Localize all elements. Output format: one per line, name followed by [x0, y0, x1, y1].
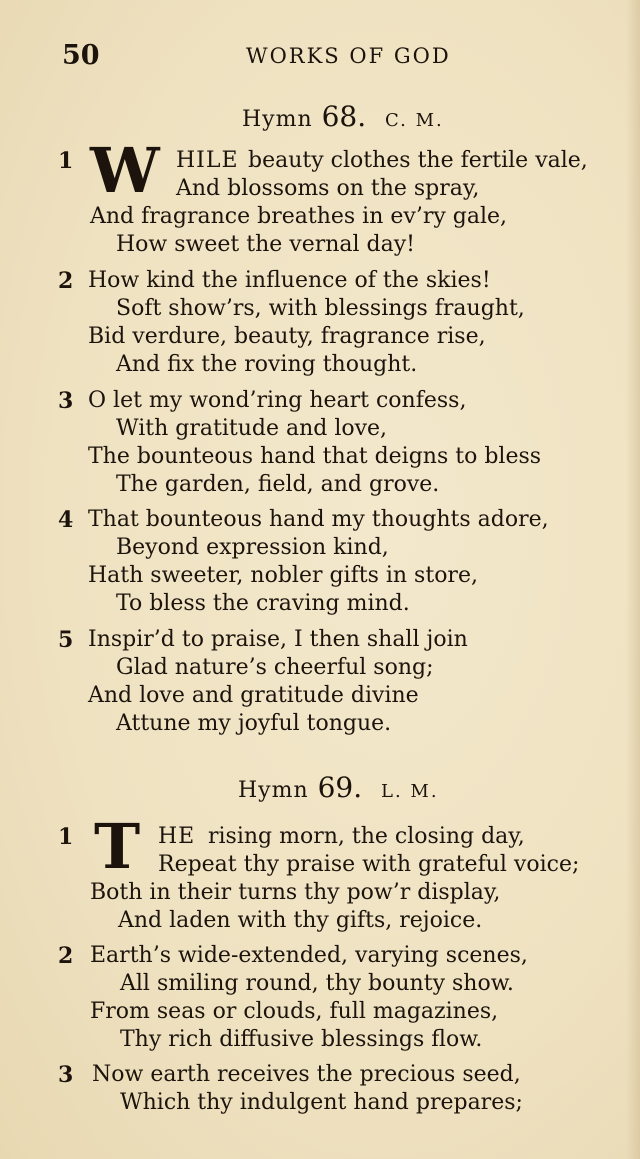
hymn-meter: C. M.: [385, 110, 444, 131]
verse-number: 4: [58, 507, 74, 533]
verse-line: And fix the roving thought.: [116, 352, 418, 377]
verse-line: Beyond expression kind,: [116, 535, 389, 560]
hymn-label: Hymn: [242, 107, 313, 132]
verse-line: From seas or clouds, full magazines,: [90, 999, 499, 1024]
verse-line: The bounteous hand that deigns to bless: [88, 444, 542, 469]
hymn-68-title: [242, 100, 444, 133]
verse-line: How kind the influence of the skies!: [88, 268, 491, 293]
verse-line: And fragrance breathes in ev’ry gale,: [90, 204, 508, 229]
verse-line: With gratitude and love,: [116, 416, 388, 441]
verse-line: beauty clothes the fertile vale,: [248, 148, 588, 173]
drop-cap: W: [90, 134, 160, 207]
verse-number: 1: [58, 148, 74, 174]
hymn-meter: L. M.: [381, 781, 439, 802]
running-head: [62, 40, 622, 76]
verse-line: And love and gratitude divine: [88, 683, 419, 708]
verse-line: Attune my joyful tongue.: [116, 711, 392, 736]
verse-number: 2: [58, 268, 74, 294]
hymn-label: Hymn: [238, 778, 309, 803]
verse-line: Inspir’d to praise, I then shall join: [88, 627, 468, 652]
hymn-69-title: [238, 771, 439, 804]
verse-line: O let my wond’ring heart confess,: [88, 388, 467, 413]
verse-line: Repeat thy praise with grateful voice;: [158, 852, 580, 877]
hymn-number: 69.: [317, 771, 363, 804]
verse-line: And laden with thy gifts, rejoice.: [118, 908, 483, 933]
verse-line: HILE: [176, 148, 239, 173]
verse-line: And blossoms on the spray,: [176, 176, 480, 201]
verse-line: Bid verdure, beauty, fragrance rise,: [88, 324, 486, 349]
verse-line: Hath sweeter, nobler gifts in store,: [88, 563, 478, 588]
hymn-number: 68.: [321, 100, 367, 133]
running-title: WORKS OF GOD: [246, 44, 451, 68]
verse-line: All smiling round, thy bounty show.: [120, 971, 514, 996]
verse-line: rising morn, the closing day,: [208, 824, 525, 849]
verse-line: Soft show’rs, with blessings fraught,: [116, 296, 525, 321]
drop-cap: T: [94, 810, 141, 883]
verse-line: Glad nature’s cheerful song;: [116, 655, 434, 680]
verse-line: That bounteous hand my thoughts adore,: [88, 507, 549, 532]
verse-line: How sweet the vernal day!: [116, 232, 416, 257]
verse-number: 1: [58, 824, 74, 850]
verse-line: Earth’s wide-extended, varying scenes,: [90, 943, 528, 968]
page-edge-shadow: [626, 0, 640, 1159]
verse-line: Thy rich diffusive blessings flow.: [120, 1027, 483, 1052]
verse-line: The garden, field, and grove.: [116, 472, 440, 497]
verse-line: Now earth receives the precious seed,: [92, 1062, 521, 1087]
page-number: 50: [62, 40, 100, 71]
verse-line: Which thy indulgent hand prepares;: [120, 1090, 523, 1115]
verse-line: To bless the craving mind.: [116, 591, 410, 616]
verse-number: 2: [58, 943, 74, 969]
verse-line: Both in their turns thy pow’r display,: [90, 880, 501, 905]
verse-number: 3: [58, 388, 74, 414]
verse-number: 5: [58, 627, 74, 653]
verse-number: 3: [58, 1062, 74, 1088]
verse-line: HE: [158, 824, 196, 849]
